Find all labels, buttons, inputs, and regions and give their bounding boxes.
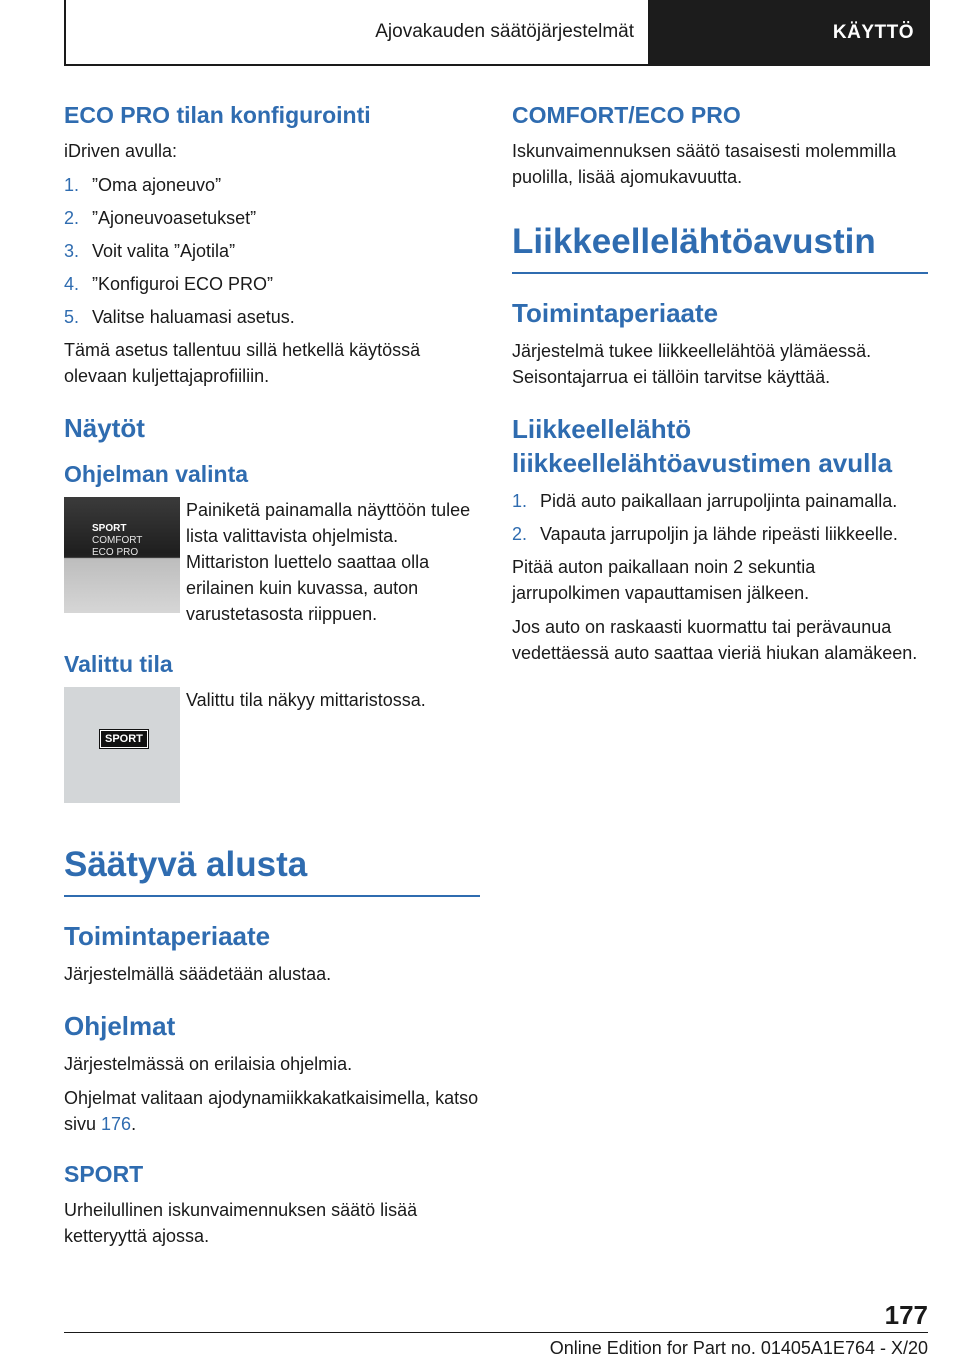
program-menu-image: SPORT COMFORT ECO PRO: [64, 497, 180, 613]
page-header: [64, 0, 930, 66]
displays-heading: Näytöt: [64, 413, 145, 443]
hill-start-steps-list: [512, 488, 928, 547]
section-title: Ajovakauden säätöjärjestelmät: [64, 0, 650, 66]
program-selection-text: Painiketä painamalla näyttöön tulee lista valittavista ohjelmista. Mittariston luettelo saattaa olla erilainen kuin kuvassa, auton varustetasosta riippuen.: [186, 500, 471, 624]
selected-mode-image: [64, 687, 180, 803]
list-item: 2. ”Ajoneuvoasetukset”: [64, 208, 257, 228]
hill-start-load-text: Jos auto on raskaasti kuormattu tai perävaunua vedettäessä auto saattaa vieriä hiukan alamäkeen.: [512, 617, 918, 663]
list-item: 1. Pidä auto paikallaan jarrupoljinta painamalla.: [512, 491, 898, 511]
comfort-eco-heading: COMFORT/ECO PRO: [512, 102, 741, 128]
eco-intro: iDriven avulla:: [64, 141, 178, 161]
left-column: [64, 100, 480, 1257]
eco-steps-list: [64, 172, 480, 330]
eco-config-heading: ECO PRO tilan konfigurointi: [64, 102, 371, 128]
list-item: 3. Voit valita ”Ajotila”: [64, 241, 236, 261]
comfort-eco-text: Iskunvaimennuksen säätö tasaisesti molemmilla puolilla, lisää ajomukavuutta.: [512, 141, 897, 187]
selected-mode-figure-row: [64, 687, 480, 803]
list-item: 4. ”Konfiguroi ECO PRO”: [64, 274, 274, 294]
program-selection-heading: Ohjelman valinta: [64, 461, 249, 487]
hill-principle-text: Järjestelmä tukee liikkeellelähtöä ylämäessä. Seisontajarrua ei tällöin tarvitse käyttää.: [512, 341, 872, 387]
sport-badge: SPORT: [100, 730, 148, 748]
right-column: [512, 100, 928, 674]
programs-text: Järjestelmässä on erilaisia ohjelmia.: [64, 1054, 353, 1074]
list-item: 5. Valitse haluamasi asetus.: [64, 307, 295, 327]
list-item: 1. ”Oma ajoneuvo”: [64, 175, 222, 195]
chassis-principle-heading: Toimintaperiaate: [64, 921, 271, 951]
programs-heading: Ohjelmat: [64, 1011, 176, 1041]
page-number: 177: [884, 1300, 928, 1330]
eco-note: Tämä asetus tallentuu sillä hetkellä käytössä olevaan kuljettajaprofiiliin.: [64, 340, 421, 386]
selected-mode-heading: Valittu tila: [64, 651, 173, 677]
sport-heading: SPORT: [64, 1161, 144, 1187]
hill-start-heading: Liikkeellelähtöavustin: [512, 220, 928, 274]
page-reference-link[interactable]: 176: [101, 1114, 132, 1134]
chassis-principle-text: Järjestelmällä säädetään alustaa.: [64, 964, 332, 984]
program-selection-figure-row: [64, 497, 480, 627]
hill-principle-heading: Toimintaperiaate: [512, 298, 719, 328]
edition-info: Online Edition for Part no. 01405A1E764 - X/20: [549, 1338, 928, 1358]
footer-divider: [64, 1332, 928, 1333]
sport-text: Urheilullinen iskunvaimennuksen säätö lisää ketteryyttä ajossa.: [64, 1200, 418, 1246]
selected-mode-text: Valittu tila näkyy mittaristossa.: [186, 690, 426, 710]
hill-start-hold-text: Pitää auton paikallaan noin 2 sekuntia jarrupolkimen vapauttamisen jälkeen.: [512, 557, 816, 603]
list-item: 2. Vapauta jarrupoljin ja lähde ripeästi liikkeelle.: [512, 524, 898, 544]
hill-start-usage-heading: Liikkeellelähtö liikkeellelähtöavustimen avulla: [512, 414, 893, 478]
chapter-title: KÄYTTÖ: [650, 0, 930, 66]
programs-selection-text: Ohjelmat valitaan ajodynamiikkakatkaisimella, katso sivu 176.: [64, 1088, 479, 1134]
adaptive-chassis-heading: Säätyvä alusta: [64, 843, 480, 897]
